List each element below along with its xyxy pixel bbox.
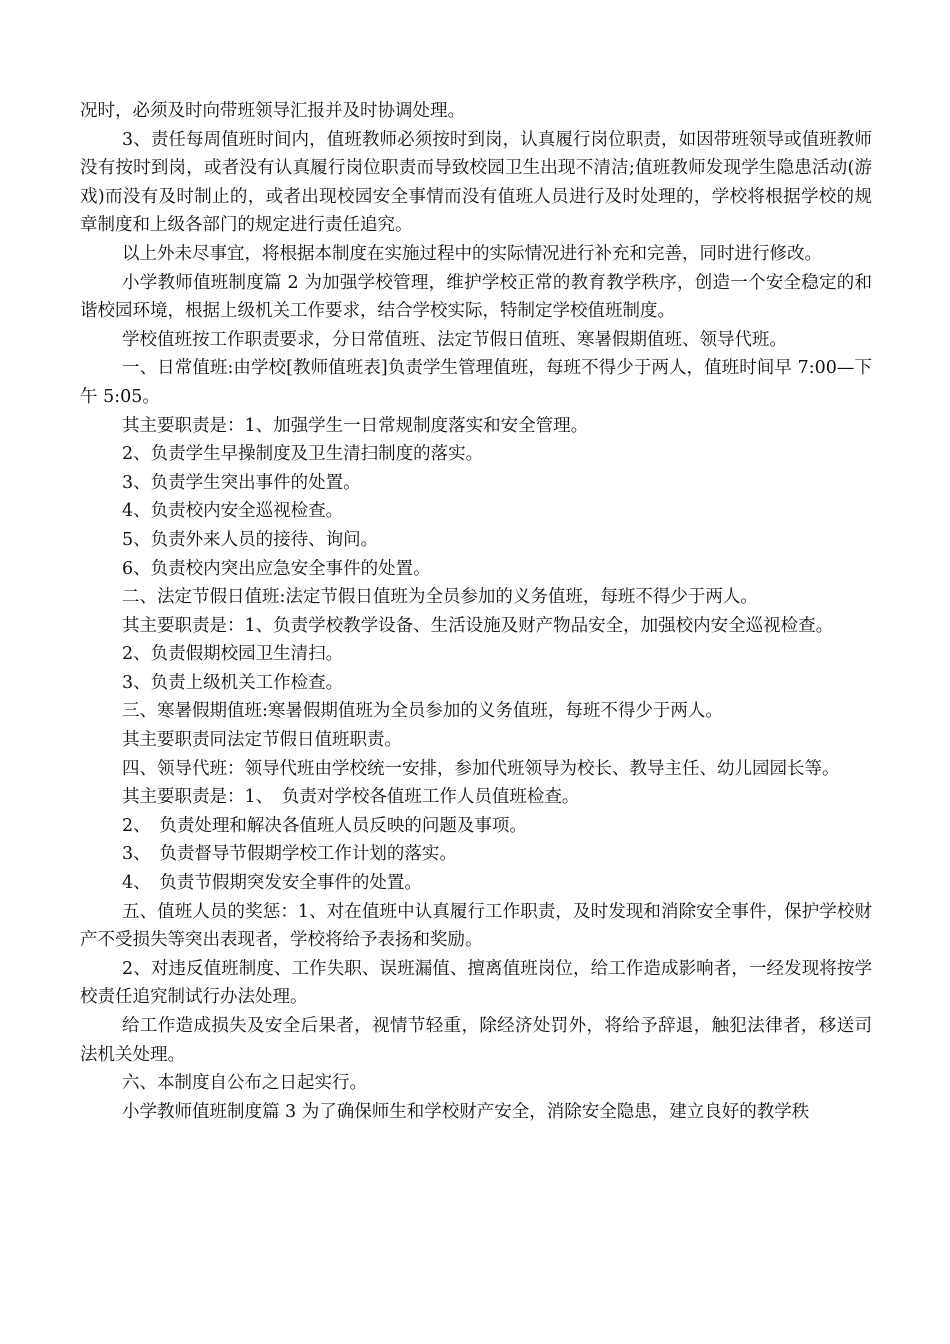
paragraph: 5、负责外来人员的接待、询问。 — [122, 529, 379, 550]
paragraph: 小学教师值班制度篇 2 为加强学校管理，维护学校正常的教育教学秩序，创造一个安全稳定的和谐校园环境，根据上级机关工作要求，结合学校实际，特制定学校值班制度。 — [80, 272, 872, 322]
paragraph: 2、对违反值班制度、工作失职、误班漏值、擅离值班岗位，给工作造成影响者，一经发现将按学校责任追究制试行办法处理。 — [80, 958, 872, 1008]
paragraph: 3、负责学生突出事件的处置。 — [122, 472, 361, 493]
paragraph: 4、 负责节假期突发安全事件的处置。 — [122, 873, 422, 894]
paragraph: 其主要职责是：1、负责学校教学设备、生活设施及财产物品安全，加强校内安全巡视检查。 — [122, 615, 834, 636]
paragraph: 其主要职责是：1、 负责对学校各值班工作人员值班检查。 — [122, 787, 580, 808]
paragraph: 三、寒暑假期值班:寒暑假期值班为全员参加的义务值班，每班不得少于两人。 — [122, 701, 723, 722]
paragraph: 6、负责校内突出应急安全事件的处置。 — [122, 558, 431, 579]
paragraph: 3、责任每周值班时间内，值班教师必须按时到岗，认真履行岗位职责，如因带班领导或值班教师没有按时到岗，或者没有认真履行岗位职责而导致校园卫生出现不清洁;值班教师发现学生隐患活动(游戏)而没有及时制止的，或者出现校园安全事情而没有值班人员进行及时处理的，学校将根据学校的规章制度和上级各部门的规定进行责任追究。 — [80, 129, 872, 236]
paragraph: 2、负责假期校园卫生清扫。 — [122, 644, 344, 665]
paragraph: 一、日常值班:由学校[教师值班表]负责学生管理值班，每班不得少于两人，值班时间早 7:00—下午 5:05。 — [80, 358, 872, 407]
paragraph: 小学教师值班制度篇 3 为了确保师生和学校财产安全，消除安全隐患，建立良好的教学秩 — [122, 1101, 810, 1122]
paragraph: 其主要职责是：1、加强学生一日常规制度落实和安全管理。 — [122, 415, 589, 436]
paragraph: 五、值班人员的奖惩：1、对在值班中认真履行工作职责，及时发现和消除安全事件，保护学校财产不受损失等突出表现者，学校将给予表扬和奖励。 — [80, 901, 872, 951]
document-page — [80, 97, 872, 1126]
paragraph: 2、 负责处理和解决各值班人员反映的问题及事项。 — [122, 815, 527, 836]
paragraph: 四、领导代班：领导代班由学校统一安排，参加代班领导为校长、教导主任、幼儿园园长等。 — [122, 758, 840, 779]
paragraph: 4、负责校内安全巡视检查。 — [122, 501, 344, 522]
paragraph: 二、法定节假日值班:法定节假日值班为全员参加的义务值班，每班不得少于两人。 — [122, 587, 758, 608]
paragraph: 3、 负责督导节假期学校工作计划的落实。 — [122, 844, 457, 865]
paragraph: 六、本制度自公布之日起实行。 — [122, 1073, 367, 1094]
paragraph: 学校值班按工作职责要求，分日常值班、法定节假日值班、寒暑假期值班、领导代班。 — [122, 329, 787, 350]
paragraph: 况时，必须及时向带班领导汇报并及时协调处理。 — [80, 101, 465, 121]
paragraph: 3、负责上级机关工作检查。 — [122, 672, 344, 693]
paragraph: 2、负责学生早操制度及卫生清扫制度的落实。 — [122, 444, 484, 465]
paragraph: 给工作造成损失及安全后果者，视情节轻重，除经济处罚外，将给予辞退，触犯法律者，移送司法机关处理。 — [80, 1016, 872, 1065]
paragraph: 其主要职责同法定节假日值班职责。 — [122, 730, 402, 751]
paragraph: 以上外未尽事宜，将根据本制度在实施过程中的实际情况进行补充和完善，同时进行修改。 — [122, 243, 822, 264]
